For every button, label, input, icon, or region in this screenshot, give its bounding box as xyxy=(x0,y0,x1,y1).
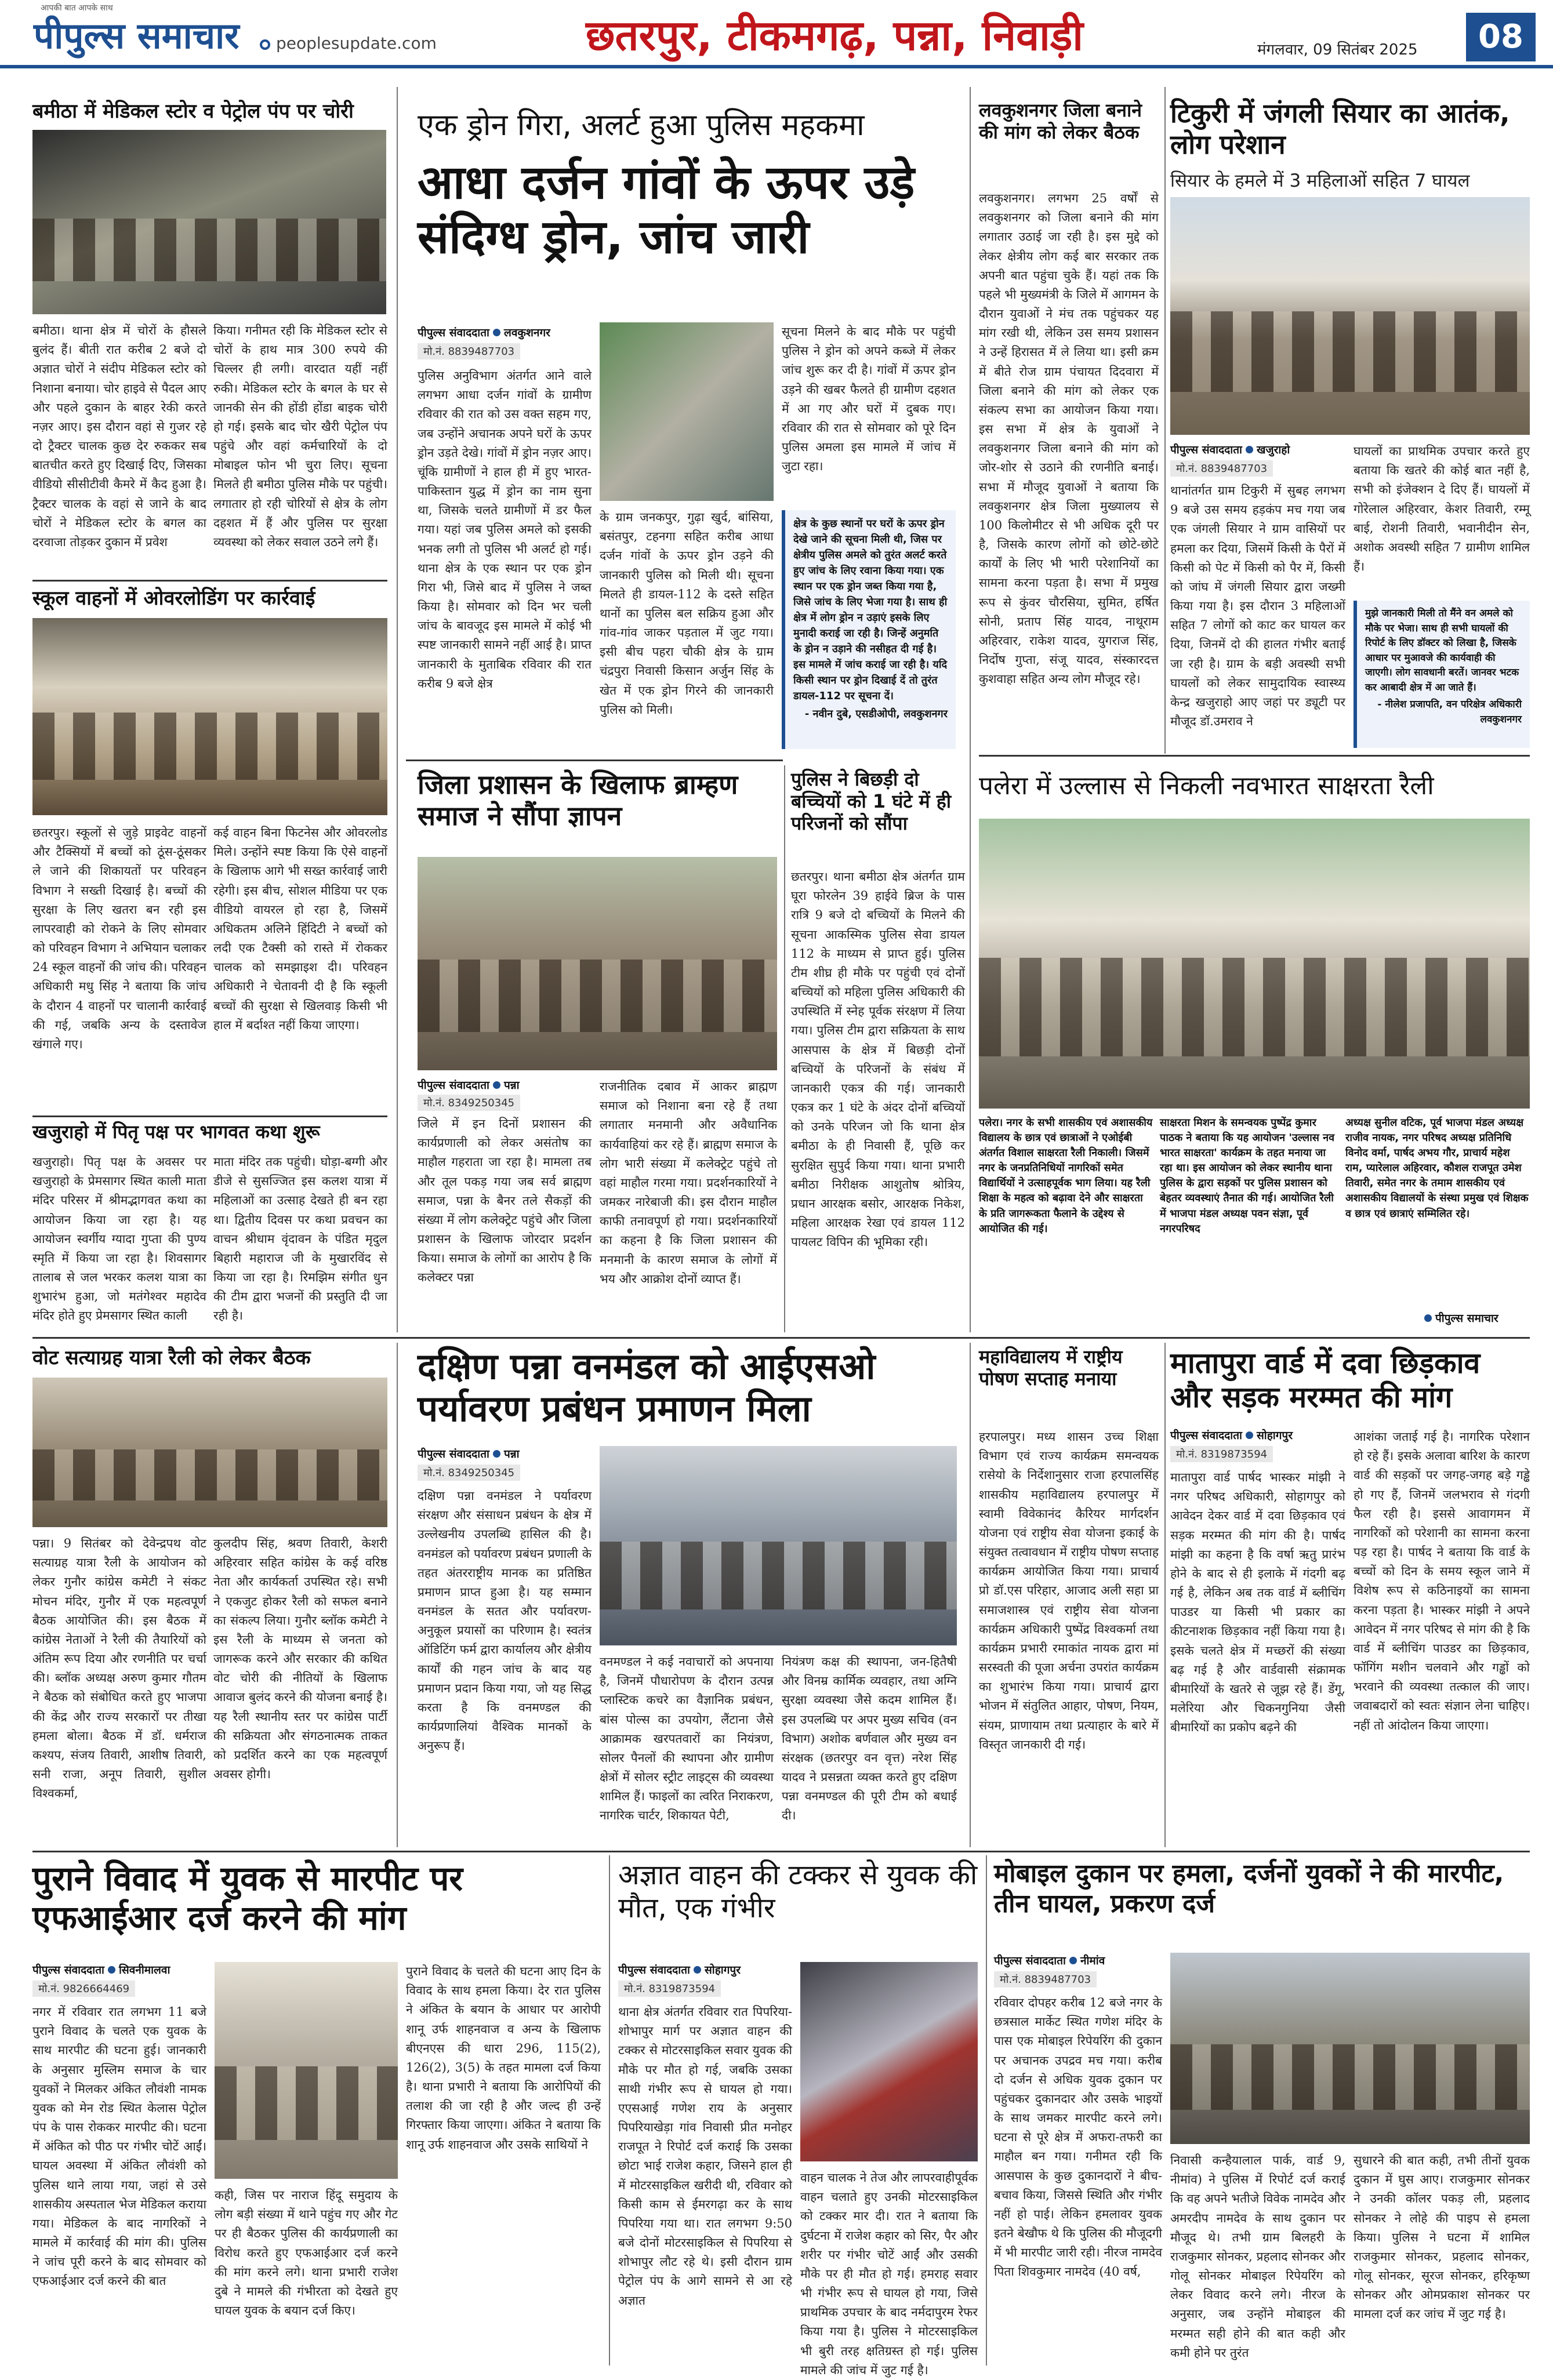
byline-place: खजुराहो xyxy=(1256,444,1290,456)
body-vote-col1: पन्ना। 9 सितंबर को देवेन्द्रपथ वोट सत्याग्रह यात्रा रैली के आयोजन को लेकर गुनौर कांग्रेस कमेटी ने संकट मोचन मंदिर, गुनौर में एक महत्वपूर्ण बैठक आयोजित की। इस बैठक में कांग्रेस नेताओं ने रैली की तैयारियों को अंतिम रूप दिया और रणनीति पर चर्चा की। ब्लॉक अध्यक्ष अरुण कुमार गौतम ने बैठक को संबोधित करते हुए भाजपा की केंद्र और राज्य सरकारों पर तीखा हमला बोला। बैठक में डॉ. धर्मराज कश्यप, संजय तिवारी, आशीष तिवारी, सनी राजा, अनूप तिवारी, सुशील विश्वकर्मा, xyxy=(32,1536,206,1801)
byline-reporter: पीपुल्स संवाददाता xyxy=(418,326,489,339)
column-rule xyxy=(986,1855,987,2366)
edition-cities: छतरपुर, टीकमगढ़, पन्ना, निवाड़ी xyxy=(586,11,1083,60)
bullet-icon xyxy=(1246,446,1253,453)
cctv-photo[interactable] xyxy=(32,130,386,314)
shop-crowd-photo[interactable] xyxy=(1170,1953,1530,2144)
byline-reporter: पीपुल्स संवाददाता xyxy=(1170,1429,1242,1442)
body-mobile-shop-col2: निवासी कन्हैयालाल पार्क, वार्ड 9, नीमांव) ने पुलिस में रिपोर्ट दर्ज कराई कि वह अपने भतीजे विवेक नामदेव और अमरदीप नामदेव के साथ दुकान पर मौजूद थे। तभी ग्राम बिलहरी के राजकुमार सोनकर, प्रहलाद सोनकर और गोलू सोनकर मोबाइल रिपेयरिंग को लेकर विवाद करने लगे। नीरज के अनुसार, जब उन्होंने मोबाइल की मरम्मत सही होने की बात कही और कमी होने पर तुरंत xyxy=(1170,2153,1345,2360)
photo-figures xyxy=(1170,2044,1530,2109)
bullet-icon xyxy=(493,329,500,336)
headline-bamitha: बमीठा में मेडिकल स्टोर व पेट्रोल पंप पर चोरी xyxy=(32,100,354,123)
school-vehicle-photo[interactable] xyxy=(32,618,387,815)
brand-tagline: आपकी बात आपके साथ xyxy=(41,3,113,13)
website-text: peoplesupdate.com xyxy=(276,34,437,53)
body-memo-col2: जिले में इन दिनों प्रशासन की कार्यप्रणाली को लेकर असंतोष का माहौल गहराता जा रहा है। मामला तब और तूल पकड़ गया जब सर्व ब्राह्मण समाज, पन्ना के बैनर तले सैकड़ों की संख्या में लोग कलेक्ट्रेट पहुंचे और जिला प्रशासन के खिलाफ जोरदार प्रदर्शन किया। समाज के लोगों का आरोप है कि कलेक्टर पन्ना xyxy=(418,1117,592,1285)
caption-rally-col3: अध्यक्ष सुनील वटिक, पूर्व भाजपा मंडल अध्यक्ष राजीव नायक, नगर परिषद अध्यक्ष प्रतिनिधि विनोद वर्मा, पार्षद अभय गौर, प्राचार्य महेश राम, प्यारेलाल अहिरवार, कौशल राजपूत उमेश तिवारी, समेत नगर के तमाम शासकीय एवं अशासकीय विद्यालयों के संस्था प्रमुख एवं शिक्षक व छात्र एवं छात्राएं सम्मिलित रहे। xyxy=(1345,1115,1530,1301)
body-girls: छतरपुर। थाना बमीठा क्षेत्र अंतर्गत ग्राम घूरा फोरलेन 39 हाईवे ब्रिज के पास रात्रि 9 बजे दो बच्चियों के मिलने की सूचना आकस्मिक पुलिस सेवा डायल 112 के माध्यम से प्राप्त हुई। पुलिस टीम शीघ्र ही मौके पर पहुंची एवं दोनों बच्चियों को महिला पुलिस अधिकारी की उपस्थिति में स्नेह पूर्वक संरक्षण में लिया गया। पुलिस टीम द्वारा सक्रियता के साथ आसपास के क्षेत्र में बिछड़ी दोनों बच्चियों के परिजनों के संबंध में जानकारी एकत्र की गई। जानकारी एकत्र कर 1 घंटे के अंदर दोनों बच्चियों को उनके परिजन जो कि थाना क्षेत्र बमीठा के ही निवासी हैं, पूछि कर सुरक्षित सुपुर्द किया गया। थाना प्रभारी बमीठा निरीक्षक आशुतोष श्रोत्रिय, प्रधान आरक्षक बसोर, आरक्षक निकेश, महिला आरक्षक रेखा एवं डायल 112 पायलट विपिन की भूमिका रही। xyxy=(791,870,965,1249)
quote-signature: - नीलेश प्रजापति, वन परिक्षेत्र अधिकारी लवकुशनगर xyxy=(1377,699,1522,725)
reporter-mobile: मो.नं. 8839487703 xyxy=(418,343,520,359)
photo-figures xyxy=(32,713,387,780)
bullet-icon xyxy=(1424,1314,1432,1322)
newspaper-logo: पीपुल्स समाचार xyxy=(34,14,240,57)
body-accident-col1: थाना क्षेत्र अंतर्गत रविवार रात पिपरिया-शोभापुर मार्ग पर अज्ञात वाहन की टक्कर से मोटरसाइकिल सवार युवक की मौके पर मौत हो गई, जबकि उसका साथी गंभीर रूप से घायल हो गया। एएसआई गणेश राय के अनुसार पिपरियाखेड़ा गांव निवासी प्रीत मनोहर राजपूत ने रिपोर्ट दर्ज कराई कि उसका छोटा भाई राजेश कहार, जिसने हाल ही में मोटरसाइकिल खरीदी थी, रविवार को किसी काम से ईमरगढ़ा कर के साथ पिपरिया गया था। रात लगभग 9:50 बजे दोनों मोटरसाइकिल से पिपरिया से शोभापुर लौट रहे थे। इसी दौरान ग्राम पेट्रोल पंप के आगे सामने से आ रहे अज्ञात xyxy=(618,2005,792,2308)
body-katha-col2: माता मंदिर तक पहुंची। घोड़ा-बग्गी और डीजे से सुसज्जित इस कलश यात्रा में महिलाओं का उत्साह देखते ही बन रहा था। द्वितीय दिवस पर कथा प्रवचन का वाचन श्रीधाम वृंदावन के पंडित मृदुल बिहारी महाराज जी के मुखारविंद से किया जा रहा है। रिमझिम संगीत धुन की टीम द्वारा भजनों की प्रस्तुति दी जा रही है। xyxy=(213,1155,387,1323)
headline-rally: पलेरा में उल्लास से निकली नवभारत साक्षरता रैली xyxy=(979,771,1434,801)
reporter-mobile: मो.नं. 8319873594 xyxy=(1170,1446,1273,1462)
photo-figures xyxy=(979,958,1530,1056)
reporter-mobile: मो.नं. 9826664469 xyxy=(32,1981,135,1997)
byline-assault xyxy=(32,1962,170,1977)
page-number: 08 xyxy=(1466,13,1536,61)
body-vote-col2: कुलदीप सिंह, श्रवण तिवारी, केशरी अहिरवार सहित कांग्रेस के कई वरिष्ठ नेता और कार्यकर्ता उपस्थित रहे। सभी ने एकजुट होकर रैली को सफल बनाने का संकल्प लिया। गुनौर ब्लॉक कमेटी ने इस रैली के माध्यम से जनता को जागरूक करने और सरकार की कथित वोट चोरी की नीतियों के खिलाफ आवाज बुलंद करने की योजना बनाई है। यह रैली स्थानीय स्तर पर कांग्रेस पार्टी की सक्रियता और संगठनात्मक ताकत को प्रदर्शित करने का एक महत्वपूर्ण अवसर होगी। xyxy=(213,1536,387,1782)
byline-ward xyxy=(1170,1427,1293,1442)
caption-rally-col1: पलेरा। नगर के सभी शासकीय एवं अशासकीय विद्यालय के छात्र एवं छात्राओं ने एओईबी अंतर्गत विशाल साक्षरता रैली निकाली। जिसमें नगर के जनप्रतिनिधियों नागरिकों समेत विद्यार्थियों ने उत्साहपूर्वक भाग लिया। यह रैली शिक्षा के महत्व को बढ़ावा देने और साक्षरता के प्रति जागरूकता फैलाने के उद्देश्य से आयोजित की गई। xyxy=(979,1115,1153,1332)
bullet-icon xyxy=(108,1966,115,1974)
body-mobile-shop-col1: रविवार दोपहर करीब 12 बजे नगर के छत्रसाल मार्केट स्थित गणेश मंदिर के पास एक मोबाइल रिपेयरिंग की दुकान पर अचानक उपद्रव मच गया। करीब दो दर्जन से अधिक युवक दुकान पर पहुंचकर दुकानदार और उसके भाइयों के साथ जमकर मारपीट करने लगे। घटना से पूरे क्षेत्र में अफरा-तफरी का माहौल बन गया। गनीमत रही कि आसपास के कुछ दुकानदारों ने बीच-बचाव किया, जिससे स्थिति और गंभीर नहीं हो पाई। लेकिन हमलावर युवक इतने बेखौफ थे कि पुलिस की मौजूदगी में भी मारपीट जारी रही। नीरज नामदेव पिता शिवकुमार नामदेव (40 वर्ष, xyxy=(994,1996,1162,2279)
divider xyxy=(32,1851,1530,1852)
body-drone-col2: के ग्राम जनकपुर, गुढ़ा खुर्द, बांसिया, बसंतपुर, टहनगा सहित करीब आधा दर्जन गांवों के ऊपर ड्रोन उड़ने की जानकारी पुलिस को मिली थी। सूचना मिलते ही डायल-112 के दस्ते सहित थानों का पुलिस बल सक्रिय हुआ और गांव-गांव जाकर पड़ताल में जुट गया। इसी बीच पहरा चौकी क्षेत्र के ग्राम चंद्रपुरा निवासी किसान अर्जुन सिंह के खेत में एक ड्रोन गिरने की जानकारी पुलिस को मिली। xyxy=(600,510,774,717)
quote-text: क्षेत्र के कुछ स्थानों पर घरों के ऊपर ड्रोन देखे जाने की सूचना मिली थी, जिस पर क्षेत्रीय पुलिस अमले को तुरंत अलर्ट करते हुए जांच के लिए रवाना किया गया। एक स्थान पर एक ड्रोन जब्त किया गया है, जिसे जांच के लिए भेजा गया है। साथ ही क्षेत्र में लोग ड्रोन न उड़ाएं इसके लिए मुनादी कराई जा रही है। जिन्हें अनुमति के ड्रोन न उड़ाने की नसीहत दी गई है। इस मामले में जांच कराई जा रही है। यदि किसी स्थान पर ड्रोन दिखाई दें तो तुरंत डायल-112 पर सूचना दें। xyxy=(793,518,948,702)
reporter-mobile: मो.नं. 8319873594 xyxy=(618,1981,721,1997)
quote-signature: - नवीन दुबे, एसडीओपी, लवकुशनगर xyxy=(804,708,948,720)
police-station-photo[interactable] xyxy=(215,1962,398,2179)
congress-meeting-photo[interactable] xyxy=(32,1378,387,1527)
byline-place: सोहागपुर xyxy=(704,1964,741,1976)
bullet-icon xyxy=(1246,1431,1253,1439)
photo-figures xyxy=(600,1542,957,1609)
byline-jackal xyxy=(1170,442,1290,457)
headline-accident: अज्ञात वाहन की टक्कर से युवक की मौत, एक गंभीर xyxy=(618,1859,978,1924)
byline-reporter: पीपुल्स संवाददाता xyxy=(1170,444,1242,456)
column-rule xyxy=(970,87,971,1332)
body-ward-col2: आशंका जताई गई है। नागरिक परेशान हो रहे हैं। इसके अलावा बारिश के कारण वार्ड की सड़कों पर जगह-जगह बड़े गड्ढे हो गए हैं, जिनमें जलभराव से गंदगी फैल रही है। इससे आवागमन में नागरिकों को परेशानी का सामना करना पड़ रहा है। पार्षद ने बताया कि वार्ड के बच्चों को दिन के समय स्कूल जाने में विशेष रूप से कठिनाइयों का सामना करना पड़ता है। भास्कर मांझी ने अपने आवेदन में नगर परिषद से मांग की है कि वार्ड में ब्लीचिंग पाउडर का छिड़काव, फॉगिंग मशीन चलवाने और गड्ढों को भरवाने की व्यवस्था तत्काल की जाए। जवाबदारों को स्वतः संज्ञान लेना चाहिए। नहीं तो आंदोलन किया जाएगा। xyxy=(1354,1430,1530,1732)
body-school-col1: छतरपुर। स्कूलों से जुड़े प्राइवेट वाहनों और टैक्सियों में बच्चों को ठूंस-ठूंसकर ले जाने की शिकायतों पर परिवहन विभाग ने सख्ती दिखाई है। बच्चों की सुरक्षा के लिए खतरा बन रही इस लापरवाही को रोकने के लिए सोमवार को परिवहन विभाग ने अभियान चलाकर 24 स्कूल वाहनों की जांच की। परिवहन अधिकारी मधु सिंह ने बताया कि जांच के दौरान 4 वाहनों पर चालानी कार्रवाई की गई, जबकि अन्य के दस्तावेज खंगाले गए। xyxy=(32,826,206,1051)
body-bamitha-col1: बमीठा। थाना क्षेत्र में चोरों के हौसले बुलंद हैं। बीती रात करीब 2 बजे दो अज्ञात चोरों ने संदीप मेडिकल स्टोर को निशाना बनाया। चोर हाइवे से पैदल आए और पहले दुकान के बाहर रेकी करते नज़र आए। इस दौरान वहां से गुजर रहे दो ट्रैक्टर चालक कुछ देर रुककर सब बातचीत करते हुए दिखाई दिए, जिसका वीडियो सीसीटीवी कैमरे में कैद हुआ है। ट्रैक्टर चालक के वहां से जाने के बाद चोरों ने मेडिकल स्टोर के बगल का दरवाजा तोड़कर दुकान में प्रवेश xyxy=(32,324,206,549)
reporter-mobile: मो.नं. 8349250345 xyxy=(418,1095,520,1111)
masthead xyxy=(0,0,1553,68)
quote-text: मुझे जानकारी मिली तो मैंने वन अमले को मौके पर भेजा। साथ ही सभी घायलों की रिपोर्ट के लिए डॉक्टर को लिखा है, जिसके आधार पर मुआवजे की कार्यवाही की जाएगी। लोग सावधानी बरतें। जानवर भटक कर आबादी क्षेत्र में आ जाते हैं। xyxy=(1365,608,1519,693)
byline-place: लवकुशनगर xyxy=(503,326,550,339)
quote-sdop xyxy=(782,510,956,749)
reporter-mobile: मो.नं. 8839487703 xyxy=(1170,460,1273,477)
divider xyxy=(32,1115,387,1117)
divider xyxy=(32,580,387,582)
column-rule xyxy=(397,87,398,1332)
headline-drone: आधा दर्जन गांवों के ऊपर उड़े संदिग्ध ड्रोन, जांच जारी xyxy=(418,155,915,264)
body-assault-col1: नगर में रविवार रात लगभग 11 बजे पुराने विवाद के चलते एक युवक के साथ मारपीट की घटना हुई। जानकारी के अनुसार मुस्लिम समाज के चार युवकों ने मिलकर अंकित लौवंशी नामक युवक को मेन रोड स्थित केलास पेट्रोल पंप के पास रोककर मारपीट की। घटना में अंकित को पीठ पर गंभीर चोटें आईं। घायल अवस्था में अंकित लौवंशी को पुलिस थाने लाया गया, जहां से उसे शासकीय अस्पताल भेज मेडिकल कराया गया। मेडिकल के बाद नागरिकों ने मामले में कार्रवाई की मांग की। पुलिस ने जांच पूरी करने के बाद सोमवार को एफआईआर दर्ज करने की बात xyxy=(32,2005,206,2288)
bullet-icon xyxy=(493,1081,500,1089)
headline-nutrition: महाविद्यालय में राष्ट्रीय पोषण सप्ताह मनाया xyxy=(979,1346,1123,1390)
headline-memo: जिला प्रशासन के खिलाफ ब्राम्हण समाज ने सौंपा ज्ञापन xyxy=(418,769,738,832)
photo-figures xyxy=(32,219,386,281)
byline-place: पन्ना xyxy=(503,1448,520,1460)
body-memo-col1: राजनीतिक दबाव में आकर ब्राह्मण समाज को निशाना बना रहे हैं तथा लगातार मनमानी और अवैधानिक कार्यवाहियां कर रहे हैं। ब्राह्मण समाज के लोग भारी संख्या में कलेक्ट्रेट पहुंचे तो वहां माहौल गरमा गया। प्रदर्शनकारियों ने जमकर नारेबाजी की। इस दौरान माहौल काफी तनावपूर्ण हो गया। प्रदर्शनकारियों का कहना है कि जिला प्रशासन की मनमानी के कारण समाज के लोगों में भय और आक्रोश दोनों व्याप्त हैं। xyxy=(600,1080,777,1286)
body-school-col2: कई वाहन बिना फिटनेस और ओवरलोड मिले। उन्होंने स्पष्ट किया कि ऐसे वाहनों के खिलाफ आगे भी सख्त कार्रवाई जारी रहेगी। इस बीच, सोशल मीडिया पर एक वीडियो वायरल हो रहा है, जिसमें अधिकतम अलिने हिंदिटी ने बच्चों को लदी एक टैक्सी को रास्ते में रोककर चालक को समझाइश दी। परिवहन अधिकारी ने चेतावनी दी है कि स्कूली बच्चों की सुरक्षा से खिलवाड़ किसी भी हाल में बर्दाश्त नहीं किया जाएगा। xyxy=(213,826,387,1032)
photo-figures xyxy=(1170,311,1530,392)
body-jackal-col1: थानांतर्गत ग्राम टिकुरी में सुबह लगभग 9 बजे उस समय हड़कंप मच गया जब एक जंगली सियार ने ग्राम वासियों पर हमला कर दिया, जिसमें किसी के पैरों में किसी को पेट में किसी को पैर में, किसी को जांघ में जंगली सियार द्वारा जख्मी किया गया है। इस दौरान 3 महिलाओं सहित 7 लोगों को काट कर घायल कर दिया, जिनमें दो की हालत गंभीर बताई जा रही है। ग्राम के बड़ी अवस्थी सभी घायलों को लेकर सामुदायिक स्वास्थ्य केन्द्र खजुराहो आए जहां पर ड्यूटी पर मौजूद डॉ.उमराव ने xyxy=(1170,484,1345,729)
photo-figures xyxy=(418,960,777,1032)
caption-rally-col2: साक्षरता मिशन के समन्वयक पुष्पेंद्र कुमार पाठक ने बताया कि यह आयोजन 'उल्लास नव भारत साक्षरता' कार्यक्रम के तहत मनाया जा रहा था। इस आयोजन को लेकर स्थानीय थाना पुलिस के द्वारा सड़कों पर पुलिस प्रशासन को बेहतर व्यवस्थाएं तैनात की गई। आयोजित रैली में भाजपा मंडल अध्यक्ष पवन संज्ञा, पूर्व नगरपरिषद xyxy=(1160,1115,1338,1332)
byline-place: पन्ना xyxy=(503,1079,520,1092)
headline-assault: पुराने विवाद में युवक से मारपीट पर एफआईआर दर्ज करने की मांग xyxy=(32,1859,463,1938)
photo-credit xyxy=(1421,1310,1498,1325)
bullet-icon xyxy=(493,1450,500,1458)
villagers-photo[interactable] xyxy=(1170,197,1530,435)
column-rule xyxy=(1164,1343,1166,1847)
issue-date: मंगलवार, 09 सितंबर 2025 xyxy=(1257,41,1418,59)
crashed-drone-photo[interactable] xyxy=(600,322,774,501)
headline-katha: खजुराहो में पितृ पक्ष पर भागवत कथा शुरू xyxy=(32,1121,320,1143)
column-rule xyxy=(970,1343,971,1847)
body-accident-col2: वाहन चालक ने तेज और लापरवाहीपूर्वक वाहन चलाते हुए उनकी मोटरसाइकिल को टक्कर मार दी। रात ने बताया कि दुर्घटना में राजेश कहार को सिर, पैर और शरीर पर गंभीर चोटें आईं और उसकी मौके पर ही मौत हो गई। हमराह सवार भी गंभीर रूप से घायल हो गया, जिसे प्राथमिक उपचार के बाद नर्मदापुरम रेफर किया गया है। पुलिस ने मोटरसाइकिल भी बुरी तरह क्षतिग्रस्त हो गई। पुलिस मामले की जांच में जुट गई है। xyxy=(800,2171,978,2377)
headline-ward: मातापुरा वार्ड में दवा छिड़काव और सड़क मरम्मत की मांग xyxy=(1170,1346,1481,1414)
accident-victim-photo[interactable] xyxy=(800,1962,978,2161)
byline-drone xyxy=(418,325,550,340)
body-mobile-shop-col3: सुधारने की बात कही, तभी तीनों युवक दुकान में घुस आए। राजकुमार सोनकर ने उनकी कॉलर पकड़ ली, प्रहलाद सोनकर ने लोहे की पाइप से हमला किया। पुलिस ने घटना में शामिल राजकुमार सोनकर, प्रहलाद सोनकर, गोलू सोनकर, सूरज सोनकर, हरिकृष्ण सोनकर और ओमप्रकाश सोनकर पर मामला दर्ज कर जांच में जुट गई है। xyxy=(1354,2153,1530,2321)
column-rule xyxy=(1164,87,1166,754)
headline-forest: दक्षिण पन्ना वनमंडल को आईएसओ पर्यावरण प्रबंधन प्रमाणन मिला xyxy=(418,1345,876,1430)
credit-text: पीपुल्स समाचार xyxy=(1435,1312,1498,1325)
byline-memo xyxy=(418,1077,520,1092)
reporter-mobile: मो.नं. 8839487703 xyxy=(994,1971,1097,1987)
headline-district: लवकुशनगर जिला बनाने की मांग को लेकर बैठक xyxy=(979,99,1142,143)
literacy-rally-photo[interactable] xyxy=(979,819,1530,1109)
body-drone-col3: सूचना मिलने के बाद मौके पर पहुंची पुलिस ने ड्रोन को अपने कब्जे में लेकर जांच शुरू कर दी है। गांवों में ऊपर ड्रोन उड़ने की खबर फैलते ही ग्रामीण दहशत में आ गए और घरों में दुबक गए। रविवार की रात से सोमवार को पूरे दिन पुलिस अमला इस मामले में जांच में जुटा रहा। xyxy=(782,325,956,474)
byline-accident xyxy=(618,1962,741,1977)
body-forest-col3: नियंत्रण कक्ष की स्थापना, जन-हितैषी और विनम्र कार्मिक व्यवहार, तथा अग्नि सुरक्षा व्यवस्था जैसे कदम शामिल हैं। इस उपलब्धि पर अपर मुख्य सचिव (वन विभाग) अशोक बर्णवाल और मुख्य वन संरक्षक (छतरपुर वन वृत्त) नरेश सिंह यादव ने प्रसन्नता व्यक्त करते हुए दक्षिण पन्ना वनमण्डल की पूरी टीम को बधाई दी। xyxy=(782,1655,957,1823)
headline-vote: वोट सत्याग्रह यात्रा रैली को लेकर बैठक xyxy=(32,1346,311,1369)
quote-forest-officer xyxy=(1354,601,1530,748)
body-forest-col1: दक्षिण पन्ना वनमंडल ने पर्यावरण संरक्षण और संसाधन प्रबंधन के क्षेत्र में उल्लेखनीय उपलब्धि हासिल की है। वनमंडल को पर्यावरण प्रबंधन प्रणाली के तहत अंतरराष्ट्रीय मानक का प्रतिष्ठित प्रमाणन प्राप्त हुआ है। यह सम्मान वनमंडल के सतत और पर्यावरण-अनुकूल प्रयासों का परिणाम है। स्वतंत्र ऑडिटिंग फर्म द्वारा कार्यालय और क्षेत्रीय कार्यों की गहन जांच के बाद यह प्रमाणन प्रदान किया गया, जो यह सिद्ध करता है कि वनमण्डल की कार्यप्रणालियां वैश्विक मानकों के अनुरूप हैं। xyxy=(418,1489,592,1753)
body-bamitha-col2: किया। गनीमत रही कि मेडिकल स्टोर से चोरों के हाथ मात्र 300 रुपये की चिल्लर ही लगी। वारदात यहीं नहीं रुकी। मेडिकल स्टोर के बगल के घर से जानकी सेन की होंडी होंडा बाइक चोरी हो गई। इसके बाद चोर खैरी पेट्रोल पंप पहुंचे और वहां कर्मचारियों के दो मोबाइल फोन भी चुरा लिए। सूचना मिलते ही बमीठा पुलिस मौके पर पहुंची। लगातार हो रही चोरियों से क्षेत्र के लोग दहशत में हैं और पुलिस पर सुरक्षा व्यवस्था को लेकर सवाल उठने लगे हैं। xyxy=(213,324,387,549)
subhead-jackal: सियार के हमले में 3 महिलाओं सहित 7 घायल xyxy=(1170,170,1470,191)
byline-reporter: पीपुल्स संवाददाता xyxy=(418,1079,489,1092)
divider xyxy=(32,1337,1530,1339)
column-rule xyxy=(609,1855,610,2366)
divider xyxy=(979,755,1530,757)
memo-protest-photo[interactable] xyxy=(418,857,777,1070)
body-assault-col2: कही, जिस पर नाराज हिंदू समुदाय के लोग बड़ी संख्या में थाने पहुंच गए और गेट पर ही बैठकर पुलिस की कार्यप्रणाली का विरोध करते हुए एफआईआर दर्ज करने की मांग करने लगे। थाना प्रभारी राजेश दुबे ने मामले की गंभीरता को देखते हुए घायल युवक के बयान दर्ज किए। xyxy=(215,2188,398,2318)
bullet-icon xyxy=(1069,1957,1077,1964)
reporter-mobile: मो.नं. 8349250345 xyxy=(418,1465,520,1481)
headline-mobile-shop: मोबाइल दुकान पर हमला, दर्जनों युवकों ने की मारपीट, तीन घायल, प्रकरण दर्ज xyxy=(994,1859,1504,1918)
photo-figures xyxy=(215,2066,398,2140)
column-rule xyxy=(784,765,785,1332)
body-jackal-col2: घायलों का प्राथमिक उपचार करते हुए बताया कि खतरे की कोई बात नहीं है, सभी को इंजेक्शन दे दिए हैं। घायलों में गोरेलाल अहिरवार, केशर तिवारी, रम्मू बाई, रोशनी तिवारी, भवानीदीन सेन, अशोक अवस्थी सहित 7 ग्रामीण शामिल हैं। xyxy=(1354,444,1530,574)
byline-reporter: पीपुल्स संवाददाता xyxy=(32,1964,104,1976)
byline-mobile-shop xyxy=(994,1953,1105,1968)
byline-reporter: पीपुल्स संवाददाता xyxy=(418,1448,489,1460)
headline-school: स्कूल वाहनों में ओवरलोडिंग पर कार्रवाई xyxy=(32,587,315,610)
body-ward-col1: मातापुरा वार्ड पार्षद भास्कर मांझी ने नगर परिषद अधिकारी, सोहागपुर को आवेदन देकर वार्ड में दवा छिड़काव एवं सड़क मरम्मत की मांग की है। पार्षद मांझी का कहना है कि वर्षा ऋतु प्रारंभ होने के बाद से ही इलाके में गंदगी बढ़ गई है, लेकिन अब तक वार्ड में ब्लीचिंग पाउडर या किसी भी प्रकार का कीटनाशक छिड़काव नहीं किया गया है। इसके चलते क्षेत्र में मच्छरों की संख्या बढ़ गई है और वार्डवासी संक्रामक बीमारियों के खतरे से जूझ रहे हैं। डेंगू, मलेरिया और चिकनगुनिया जैसी बीमारियों का प्रकोप बढ़ने की xyxy=(1170,1470,1345,1735)
headline-jackal: टिकुरी में जंगली सियार का आतंक, लोग परेशान xyxy=(1170,97,1510,161)
body-forest-col2: वनमण्डल ने कई नवाचारों को अपनाया है, जिनमें पौधारोपण के दौरान उत्पन्न प्लास्टिक कचरे का वैज्ञानिक प्रबंधन, बांस पोल्स का उपयोग, लैंटाना जैसे आक्रामक खरपतवारों का नियंत्रण, सोलर पैनलों की स्थापना और ग्रामीण क्षेत्रों में सोलर स्ट्रीट लाइट्स की व्यवस्था शामिल हैं। फाइलों का त्वरित निराकरण, नागरिक चार्टर, शिकायत पेटी, xyxy=(600,1655,774,1823)
column-rule xyxy=(397,1343,398,1847)
byline-place: सिवनीमालवा xyxy=(118,1964,170,1976)
bullet-icon xyxy=(694,1966,701,1974)
divider xyxy=(406,760,783,761)
byline-reporter: पीपुल्स संवाददाता xyxy=(618,1964,690,1976)
photo-figures xyxy=(32,1449,387,1500)
byline-forest xyxy=(418,1446,520,1461)
kicker-drone: एक ड्रोन गिरा, अलर्ट हुआ पुलिस महकमा xyxy=(418,108,865,143)
byline-place: सोहागपुर xyxy=(1256,1429,1293,1442)
headline-girls: पुलिस ने बिछड़ी दो बच्चियों को 1 घंटे में ही परिजनों को सौंपा xyxy=(791,768,952,834)
website-link[interactable] xyxy=(260,34,437,53)
body-nutrition: हरपालपुर। मध्य शासन उच्च शिक्षा विभाग एवं राज्य कार्यक्रम समन्वयक रासेयो के निर्देशानुसार राजा हरपालसिंह शासकीय महाविद्यालय हरपालपुर में स्वामी विवेकानंद कैरियर मार्गदर्शन योजना एवं राष्ट्रीय सेवा योजना इकाई के संयुक्त तत्वावधान में राष्ट्रीय पोषण सप्ताह कार्यक्रम आयोजित किया गया। प्राचार्य प्रो डॉ.एस परिहार, आजाद अली सहा प्रा समाजशास्त्र एवं राष्ट्रीय सेवा योजना कार्यक्रम अधिकारी पुष्पेंद्र विश्वकर्मा तथा कार्यक्रम प्रभारी रमाकांत नायक द्वारा मां सरस्वती की पूजा अर्चना उपरांत कार्यक्रम का शुभारंभ किया गया। प्राचार्य द्वारा भोजन में संतुलित आहार, पोषण, नियम, संयम, प्राणायाम तथा प्रत्याहार के बारे में विस्तृत जानकारी दी गई। xyxy=(979,1430,1159,1752)
body-assault-col3: पुराने विवाद के चलते की घटना आए दिन के विवाद के साथ हमला किया। देर रात पुलिस ने अंकित के बयान के आधार पर आरोपी शानू उर्फ शाहनवाज व अन्य के खिलाफ बीएनएस की धारा 296, 115(2), 126(2), 3(5) के तहत मामला दर्ज किया है। थाना प्रभारी ने बताया कि आरोपियों की तलाश की जा रही है और जल्द ही उन्हें गिरफ्तार किया जाएगा। अंकित ने बताया कि शानू उर्फ शाहनवाज और उसके साथियों ने xyxy=(406,1964,601,2152)
byline-reporter: पीपुल्स संवाददाता xyxy=(994,1954,1066,1967)
body-katha-col1: खजुराहो। पितृ पक्ष के अवसर पर खजुराहो के प्रेमसागर स्थित काली माता मंदिर परिसर में श्रीमद्भागवत कथा का आयोजन किया जा रहा है। यह आयोजन स्वर्गीय ग्यादा गुप्ता की पुण्य स्मृति में किया जा रहा है। शिवसागर तालाब से जल भरकर कलश यात्रा का शुभारंभ हुआ, जो मतंगेश्वर महादेव मंदिर होते हुए प्रेमसागर स्थित काली xyxy=(32,1155,206,1323)
certificate-award-photo[interactable] xyxy=(600,1446,957,1645)
body-drone-col1: पुलिस अनुविभाग अंतर्गत आने वाले लगभग आधा दर्जन गांवों के ग्रामीण रविवार की रात को उस वक्त सहम गए, जब उन्होंने अचानक अपने घरों के ऊपर ड्रोन उड़ते देखे। गांवों में ड्रोन नज़र आए। चूंकि ग्रामीणों ने हाल ही में हुए भारत-पाकिस्तान युद्ध में ड्रोन का नाम सुना था, जिसके चलते ग्रामीणों में डर फैल गया। यहां जब पुलिस अमले को इसकी भनक लगी तो पुलिस भी अलर्ट हो गई। थाना क्षेत्र के एक स्थान पर एक ड्रोन गिरा भी, जिसे बाद में पुलिस ने जब्त किया है। सोमवार को दिन भर चली जांच के बावजूद इस मामले में कोई भी स्पष्ट जानकारी सामने नहीं आई है। प्राप्त जानकारी के मुताबिक रविवार की रात करीब 9 बजे क्षेत्र xyxy=(418,369,592,691)
globe-icon xyxy=(260,39,270,50)
body-district: लवकुशनगर। लगभग 25 वर्षों से लवकुशनगर को जिला बनाने की मांग लगातार उठाई जा रही है। इस मुद्दे को लेकर क्षेत्रीय लोग कई बार सरकार तक अपनी बात पहुंचा चुके हैं। यहां तक कि पहले भी मुख्यमंत्री के जिले में आगमन के दौरान युवाओं ने मंच तक पहुंचकर यह मांग रखी थी, लेकिन उस समय प्रशासन ने उन्हें हिरासत में ले लिया था। इसी क्रम में बीते रोज ग्राम पंचायत दिदवारा में जिला बनाने की मांग को लेकर एक संकल्प सभा का आयोजन किया गया। इस सभा में क्षेत्र के युवाओं ने लवकुशनगर जिला बनाने की मांग को जोर-शोर से उठाने की रणनीति बनाई। सभा में मौजूद युवाओं ने बताया कि लवकुशनगर क्षेत्र जिला मुख्यालय से 100 किलोमीटर से भी अधिक दूरी पर है, जिसके कारण लोगों को छोटे-छोटे कार्यों के लिए भी भारी परेशानियों का सामना करना पड़ता है। सभा में प्रमुख रूप से कुंवर चौरसिया, सुमित, हर्षित सोनी, प्रताप सिंह यादव, नाथूराम अहिरवार, राकेश यादव, युगराज सिंह, निर्दोष गुप्ता, संजू यादव, संस्कारदत्त कुशवाहा सहित अन्य लोग मौजूद रहे। xyxy=(979,191,1159,686)
byline-place: नीमांव xyxy=(1080,1954,1105,1967)
